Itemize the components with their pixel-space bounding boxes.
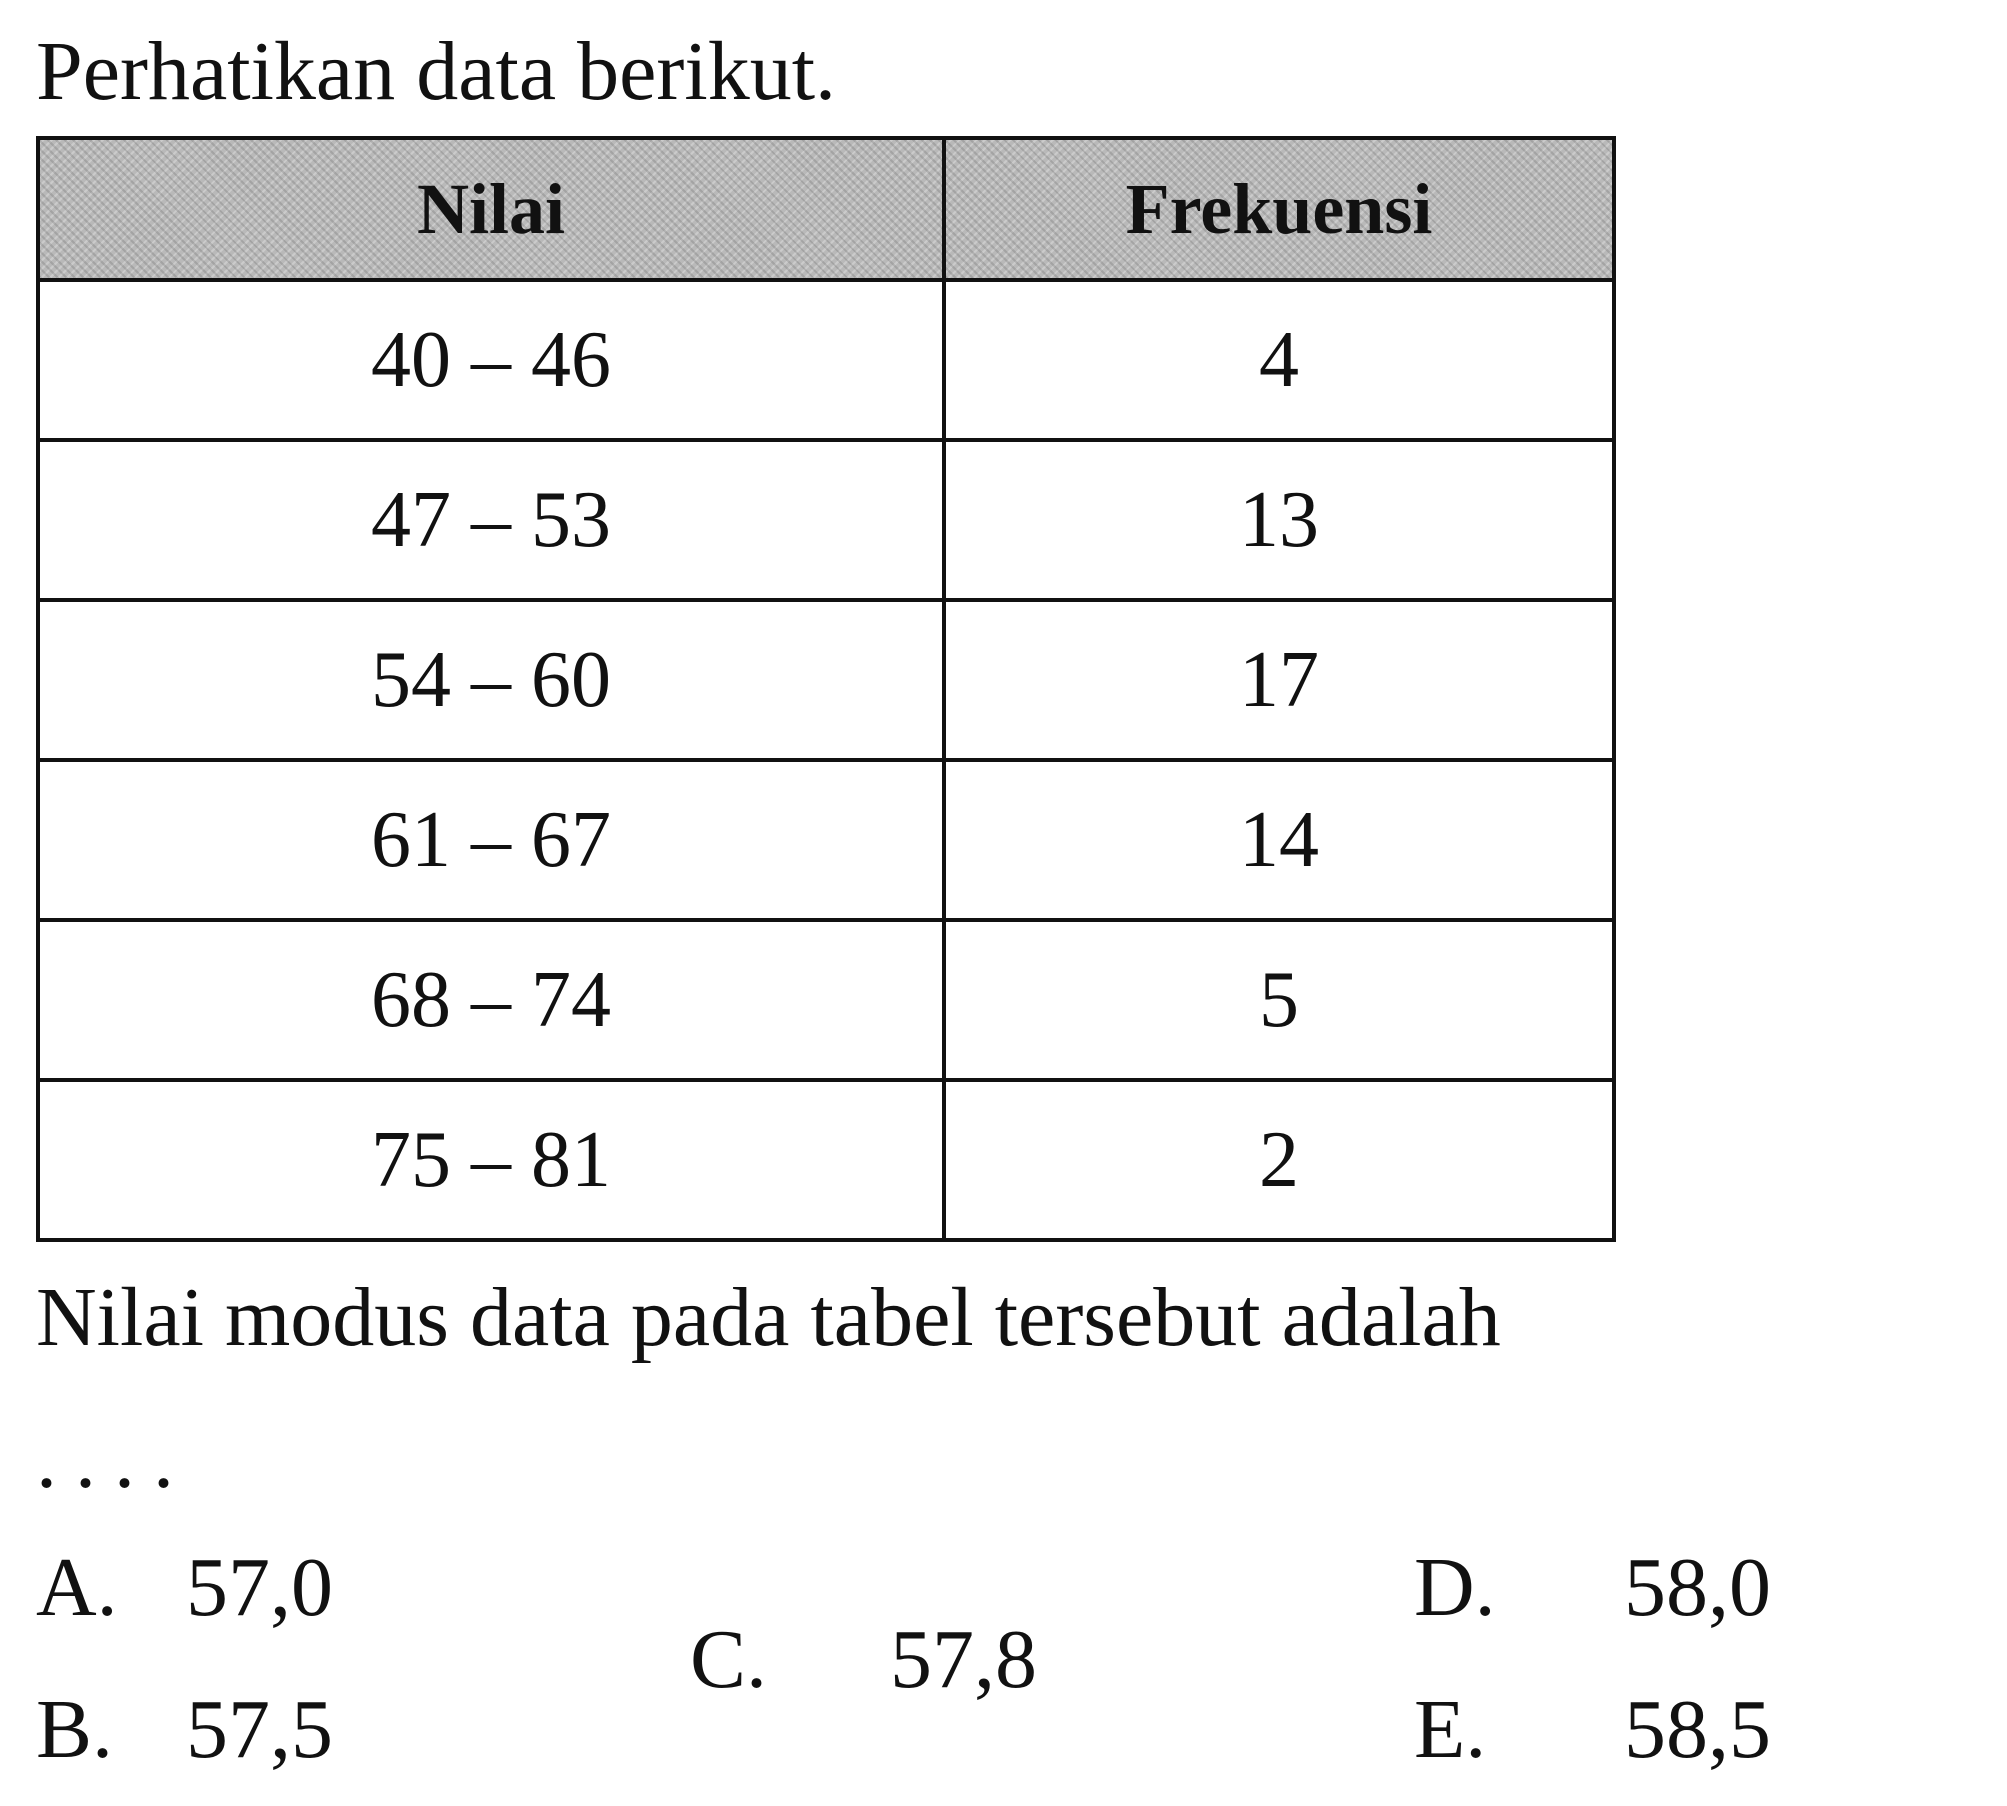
option-letter: C. bbox=[690, 1613, 768, 1706]
option-letter: A. bbox=[36, 1541, 118, 1634]
frekuensi-cell: 5 bbox=[944, 920, 1614, 1080]
frequency-table bbox=[36, 136, 1616, 1242]
option-value: 58,0 bbox=[1624, 1541, 1771, 1634]
nilai-cell: 68 – 74 bbox=[38, 920, 944, 1080]
nilai-cell: 75 – 81 bbox=[38, 1080, 944, 1240]
table-row bbox=[38, 440, 1614, 600]
option-b[interactable] bbox=[36, 1680, 333, 1780]
intro-text: Perhatikan data berikut. bbox=[36, 25, 837, 118]
nilai-cell: 40 – 46 bbox=[38, 280, 944, 440]
option-letter: E. bbox=[1414, 1683, 1487, 1776]
option-c[interactable] bbox=[690, 1610, 1037, 1710]
question-text: Nilai modus data pada tabel tersebut adalah bbox=[36, 1271, 1501, 1364]
frekuensi-cell: 13 bbox=[944, 440, 1614, 600]
nilai-cell: 54 – 60 bbox=[38, 600, 944, 760]
table-row bbox=[38, 920, 1614, 1080]
table-row bbox=[38, 600, 1614, 760]
table-row bbox=[38, 1080, 1614, 1240]
frekuensi-cell: 4 bbox=[944, 280, 1614, 440]
option-value: 57,8 bbox=[890, 1613, 1037, 1706]
question-ellipsis: .... bbox=[36, 1413, 192, 1506]
table-row bbox=[38, 760, 1614, 920]
frekuensi-cell: 17 bbox=[944, 600, 1614, 760]
option-d[interactable] bbox=[1414, 1538, 1771, 1638]
option-value: 58,5 bbox=[1624, 1683, 1771, 1776]
frekuensi-cell: 2 bbox=[944, 1080, 1614, 1240]
option-a[interactable] bbox=[36, 1538, 333, 1638]
option-letter: B. bbox=[36, 1683, 114, 1776]
header-frekuensi: Frekuensi bbox=[944, 138, 1614, 280]
frekuensi-cell: 14 bbox=[944, 760, 1614, 920]
header-nilai: Nilai bbox=[38, 138, 944, 280]
nilai-cell: 47 – 53 bbox=[38, 440, 944, 600]
table-row bbox=[38, 280, 1614, 440]
option-value: 57,5 bbox=[186, 1683, 333, 1776]
option-value: 57,0 bbox=[186, 1541, 333, 1634]
table-header-row bbox=[38, 138, 1614, 280]
nilai-cell: 61 – 67 bbox=[38, 760, 944, 920]
option-letter: D. bbox=[1414, 1541, 1496, 1634]
option-e[interactable] bbox=[1414, 1680, 1771, 1780]
